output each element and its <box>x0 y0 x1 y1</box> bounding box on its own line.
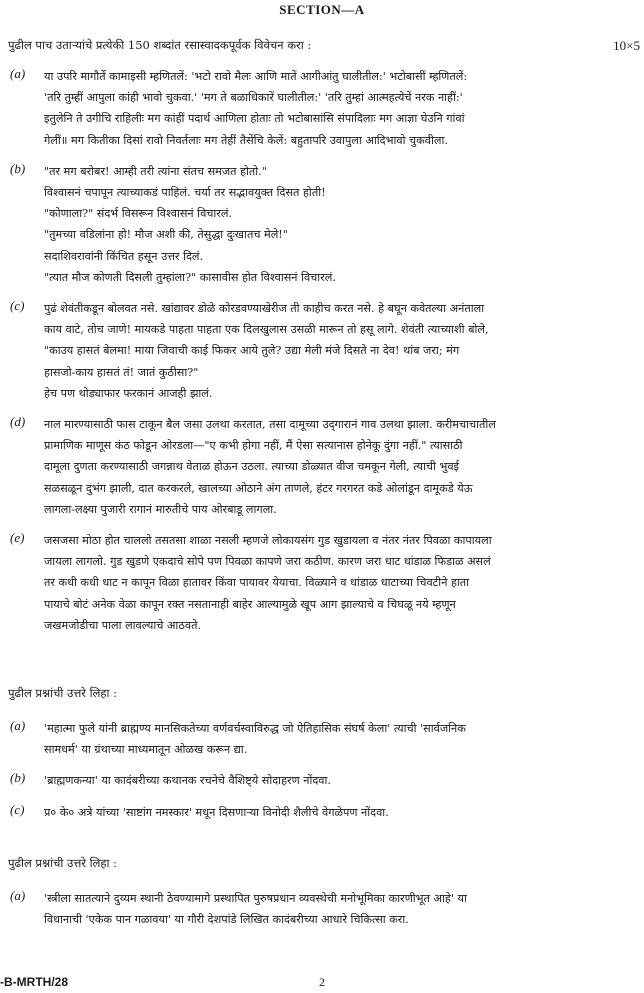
text-line: जायला लागलो. गुड खुडणे एकदाचे सोपे पण पिवळा कापणे जरा कठीण. कारण जरा धाट धांडाळ फिडाळ असलं <box>44 555 491 569</box>
item-label: (d) <box>10 414 26 430</box>
text-line: नाल मारण्यासाठी फास टाकून बैल जसा उलथा करतात, तसा दामूच्या उद्‌गारानं गाव उलथा झाला. करीमचाचातील <box>44 418 496 432</box>
item-label: (a) <box>10 888 26 903</box>
item-text <box>44 414 636 520</box>
text-line: गेलीं॥ मग कितीका दिसां रावो निवर्तलाः मग तेहीं तैसेंचि केलें: बहुतापरि उवापुला आदिभावो चुकवीला. <box>44 133 448 147</box>
text-line: जखमजोडीचा पाला लावल्याचे आठवते. <box>44 618 202 632</box>
question-item <box>0 66 644 151</box>
item-label: (a) <box>10 66 26 81</box>
question-1-header <box>0 38 644 58</box>
text-line: या उपरि मागौर्ते कामाइसी म्हणितलें: 'भटो रावो मैलः आणि मातें आगीआंतु घालीतील:' भटोबासीं म्हणितलें: <box>44 70 468 83</box>
text-line: इतुलेनि ते उगीचि राहिलीः मग कांहीं पदार्थ आणिला होताः तो भटोबासांसि संपादिलाः मग आज्ञा घेउनि गांवां <box>44 112 465 126</box>
text-line: 'तरि तुम्हीं आपुला कांही भावो चुकवा.' 'मग ते बळाधिकारें घालीतील:' 'तरि तुम्हां आत्महत्येचें नरक नाहीं:' <box>44 91 463 105</box>
text-line: सामधर्म' या ग्रंथाच्या माध्यमातून ओळख करून द्या. <box>44 743 248 757</box>
question-2-items <box>0 718 644 823</box>
item-label: (c) <box>10 298 25 314</box>
text-line: "कोणाला?" संदर्भ विसरून विश्वासनं विचारलं. <box>44 207 233 221</box>
question-1-items <box>0 66 644 636</box>
text-line: लागला-लक्ष्या पुजारी रागानं मारुतीचे पाय ओरबाडू लागला. <box>44 502 277 516</box>
question-item <box>0 718 644 760</box>
text-line: सळसळून दुभंग झाली, दात करकरले, खालच्या ओठाने अंग ताणले, हंटर गरगरत कडे ओलांडून दामूकडे येऊ <box>44 481 473 495</box>
item-text <box>44 66 636 151</box>
question-item <box>0 414 644 520</box>
question-item <box>0 161 644 288</box>
text-line: हासजो-काय हासतं तं! जातं कुठीसा?" <box>44 365 199 379</box>
text-line: सदाशिवरावांनी किंचित हसून उत्तर दिलं. <box>44 249 204 263</box>
text-line: "तर मग बरोबर! आम्ही तरी त्यांना संतच समजत होतो." <box>44 164 267 178</box>
text-line: "काउय हासतं बेलमा! माया जिवाची काई फिकर आये तुले? उद्या मेली मंजे दिसते ना देव! थांब जरा; मंग <box>44 344 460 358</box>
item-text <box>44 770 636 791</box>
question-3-header <box>0 856 644 876</box>
text-line: प्र० के० अत्रे यांच्या 'साष्टांग नमस्कार' मधून दिसणाऱ्या विनोदी शैलीचे वेगळेपण नोंदवा. <box>44 805 389 819</box>
text-line: हेच पण थोड्याफार फरकानं आजही झालं. <box>44 386 213 400</box>
item-text <box>44 718 636 760</box>
item-text <box>44 802 636 823</box>
question-3-items <box>0 888 644 930</box>
text-line: पायाचे बोटं अनेक वेळा कापून रक्त नसतानाही बाहेर आल्यामुळे खूप आग झाल्याचे व चिघळू नये म्हणून <box>44 597 456 611</box>
text-line: 'ब्राह्मणकन्या' या कादंबरीच्या कथानक रचनेचे वैशिष्ट्ये सोदाहरण नोंदवा. <box>44 774 331 788</box>
text-line: दामूला दुणता करण्यासाठी जगन्नाथ वेताळ होऊन उठला. त्याच्या डोळ्यात वीज चमकून गेली, त्याची भुवई <box>44 460 460 474</box>
item-text <box>44 298 636 404</box>
question-item <box>0 770 644 791</box>
question-1 <box>0 38 644 636</box>
text-line: जसजसा मोठा होत चाललो तसतसा शाळा नसली म्हणजे लोकायसंग गुड खुडायला व नंतर नंतर पिवळा कापायला <box>44 534 492 548</box>
question-item <box>0 298 644 404</box>
question-item <box>0 888 644 930</box>
text-line: तर कधी कधी धाट न कापून विळा हातावर किंवा पायावर येयाचा. विळ्याने व धांडाळ धाटाच्या चिवटीने हाता <box>44 576 470 590</box>
text-line: 'स्त्रीला सातत्याने दुय्यम स्थानी ठेवण्यामागे प्रस्थापित पुरुषप्रधान व्यवस्थेची मनोभूमिका कारणीभूत आहे' या <box>44 892 467 905</box>
text-line: "तुमच्या वडिलांना हो! मौज अशी की, तेसुद्धा दुःखातच मेले!" <box>44 228 288 242</box>
question-item <box>0 530 644 636</box>
paper-code: -B-MRTH/28 <box>0 975 68 989</box>
item-text <box>44 161 636 288</box>
question-2-header <box>0 686 644 706</box>
question-item <box>0 802 644 823</box>
section-title: SECTION—A <box>279 2 365 17</box>
page-number: 2 <box>319 975 325 989</box>
question-3-instruction: पुढील प्रश्नांची उत्तरे लिहा : <box>8 856 118 870</box>
item-label: (a) <box>10 718 26 733</box>
question-2 <box>0 686 644 823</box>
item-text <box>44 888 636 930</box>
question-2-instruction: पुढील प्रश्नांची उत्तरे लिहा : <box>8 686 118 700</box>
item-label: (b) <box>10 160 26 176</box>
item-label: (e) <box>10 530 25 546</box>
item-label: (c) <box>10 801 25 817</box>
item-text <box>44 530 636 636</box>
text-line: विश्वासनं चपापून त्याच्याकडं पाहिलं. चर्या तर सद्भावयुक्त दिसत होती! <box>44 186 326 200</box>
text-line: 'महात्मा फुले यांनी ब्राह्मण्य मानसिकतेच्या वर्णवर्चस्वाविरुद्ध जो ऐतिहासिक संघर्ष केला' त्याची 'सार्वजनिक <box>44 722 466 735</box>
text-line: प्रामाणिक माणूस कंठ फोडून ओरडला—"ए कभी होगा नहीं, मैं ऐसा सत्यानास होनेकू दुंगा नहीं." त्यासाठी <box>44 439 463 453</box>
text-line: "त्यात मौज कोणती दिसली तुम्हांला?" कासावीस होत विश्वासनं विचारलं. <box>44 270 336 284</box>
text-line: पुढं शेवंतीकडून बोलवत नसे. खांद्यावर डोळे कोरडवण्याखेरीज ती काहीच करत नसे. हे बघून कवेतल्या अनंताला <box>44 302 485 316</box>
question-3 <box>0 856 644 930</box>
item-label: (b) <box>10 770 26 786</box>
text-line: काय वाटे, तोच जाणे! मायकडे पाहता पाहता एक दिलखुलास उसळी मारून तो हसू लागे. शेवंती त्याच्याशी बोले, <box>44 323 489 337</box>
text-line: विधानाची 'एकेक पान गळावया' या गौरी देशपांडे लिखित कादंबरीच्या आधारे चिकित्सा करा. <box>44 913 409 927</box>
question-1-marks: 10×5 <box>613 38 640 53</box>
question-1-instruction: पुढील पाच उताऱ्यांचे प्रत्येकी 150 शब्दांत रसास्वादकपूर्वक विवेचन करा : <box>8 38 312 52</box>
